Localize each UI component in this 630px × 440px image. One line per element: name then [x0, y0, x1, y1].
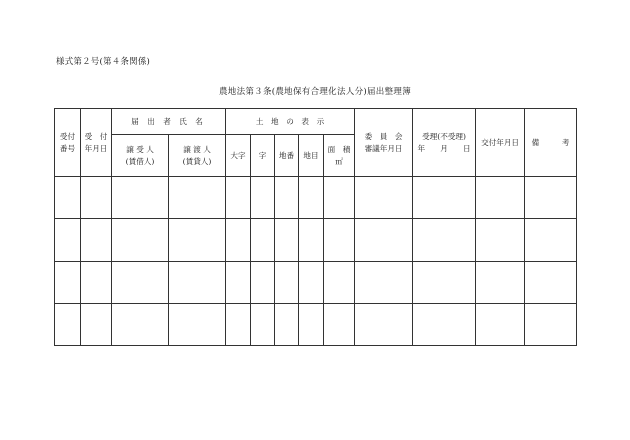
table-cell[interactable] — [169, 219, 226, 261]
table-cell[interactable] — [275, 261, 299, 303]
table-cell[interactable] — [275, 219, 299, 261]
table-header — [55, 109, 577, 177]
header-committee-date: 委 員 会 審議年月日 — [355, 109, 413, 177]
header-issue-date: 交付年月日 — [476, 109, 525, 177]
table-cell[interactable] — [355, 261, 413, 303]
table-cell[interactable] — [55, 261, 81, 303]
table-cell[interactable] — [112, 303, 169, 345]
header-transferor: 譲 渡 人 (賃貸人) — [169, 135, 226, 177]
table-cell[interactable] — [355, 219, 413, 261]
header-acceptance-date: 受理(不受理) 年 月 日 — [413, 109, 476, 177]
header-transferee: 譲 受 人 (賃借人) — [112, 135, 169, 177]
table-cell[interactable] — [476, 303, 525, 345]
header-receipt-date: 受 付 年月日 — [81, 109, 112, 177]
form-code: 様式第２号(第４条関係) — [56, 57, 151, 67]
table-cell[interactable] — [413, 219, 476, 261]
header-land-description: 土 地 の 表 示 — [226, 109, 355, 135]
header-area: 面 積 ㎡ — [324, 135, 355, 177]
table-cell[interactable] — [251, 177, 275, 219]
table-cell[interactable] — [476, 261, 525, 303]
header-land-category: 地目 — [299, 135, 324, 177]
table-cell[interactable] — [81, 303, 112, 345]
header-oaza: 大字 — [226, 135, 251, 177]
header-lot-number: 地番 — [275, 135, 299, 177]
table-cell[interactable] — [169, 303, 226, 345]
table-cell[interactable] — [299, 303, 324, 345]
table-cell[interactable] — [355, 303, 413, 345]
table-cell[interactable] — [476, 219, 525, 261]
table-row — [55, 219, 577, 261]
table-cell[interactable] — [275, 177, 299, 219]
table-cell[interactable] — [251, 261, 275, 303]
table-cell[interactable] — [476, 177, 525, 219]
table-cell[interactable] — [324, 219, 355, 261]
register-table — [54, 108, 577, 346]
table-cell[interactable] — [226, 261, 251, 303]
table-cell[interactable] — [299, 177, 324, 219]
table-row — [55, 177, 577, 219]
table-cell[interactable] — [525, 261, 577, 303]
table-cell[interactable] — [413, 177, 476, 219]
table-cell[interactable] — [169, 261, 226, 303]
table-row — [55, 303, 577, 345]
table-cell[interactable] — [55, 219, 81, 261]
table-cell[interactable] — [112, 219, 169, 261]
table-cell[interactable] — [525, 177, 577, 219]
header-aza: 字 — [251, 135, 275, 177]
table-cell[interactable] — [299, 219, 324, 261]
table-cell[interactable] — [112, 261, 169, 303]
table-cell[interactable] — [55, 177, 81, 219]
table-cell[interactable] — [324, 261, 355, 303]
header-remarks: 備 考 — [525, 109, 577, 177]
header-receipt-no: 受付 番号 — [55, 109, 81, 177]
table-cell[interactable] — [525, 303, 577, 345]
header-notifier-name: 届 出 者 氏 名 — [112, 109, 226, 135]
table-cell[interactable] — [413, 261, 476, 303]
document-title: 農地法第３条(農地保有合理化法人分)届出整理簿 — [218, 87, 412, 97]
table-body — [55, 177, 577, 346]
table-cell[interactable] — [324, 303, 355, 345]
table-cell[interactable] — [226, 177, 251, 219]
table-cell[interactable] — [413, 303, 476, 345]
table-cell[interactable] — [55, 303, 81, 345]
table-row — [55, 261, 577, 303]
table-cell[interactable] — [275, 303, 299, 345]
table-cell[interactable] — [169, 177, 226, 219]
table-cell[interactable] — [226, 219, 251, 261]
table-cell[interactable] — [355, 177, 413, 219]
table-cell[interactable] — [226, 303, 251, 345]
table-cell[interactable] — [251, 219, 275, 261]
table-cell[interactable] — [112, 177, 169, 219]
table-cell[interactable] — [81, 261, 112, 303]
table-cell[interactable] — [81, 219, 112, 261]
table-cell[interactable] — [324, 177, 355, 219]
table-cell[interactable] — [251, 303, 275, 345]
table-cell[interactable] — [525, 219, 577, 261]
table-cell[interactable] — [299, 261, 324, 303]
table-cell[interactable] — [81, 177, 112, 219]
